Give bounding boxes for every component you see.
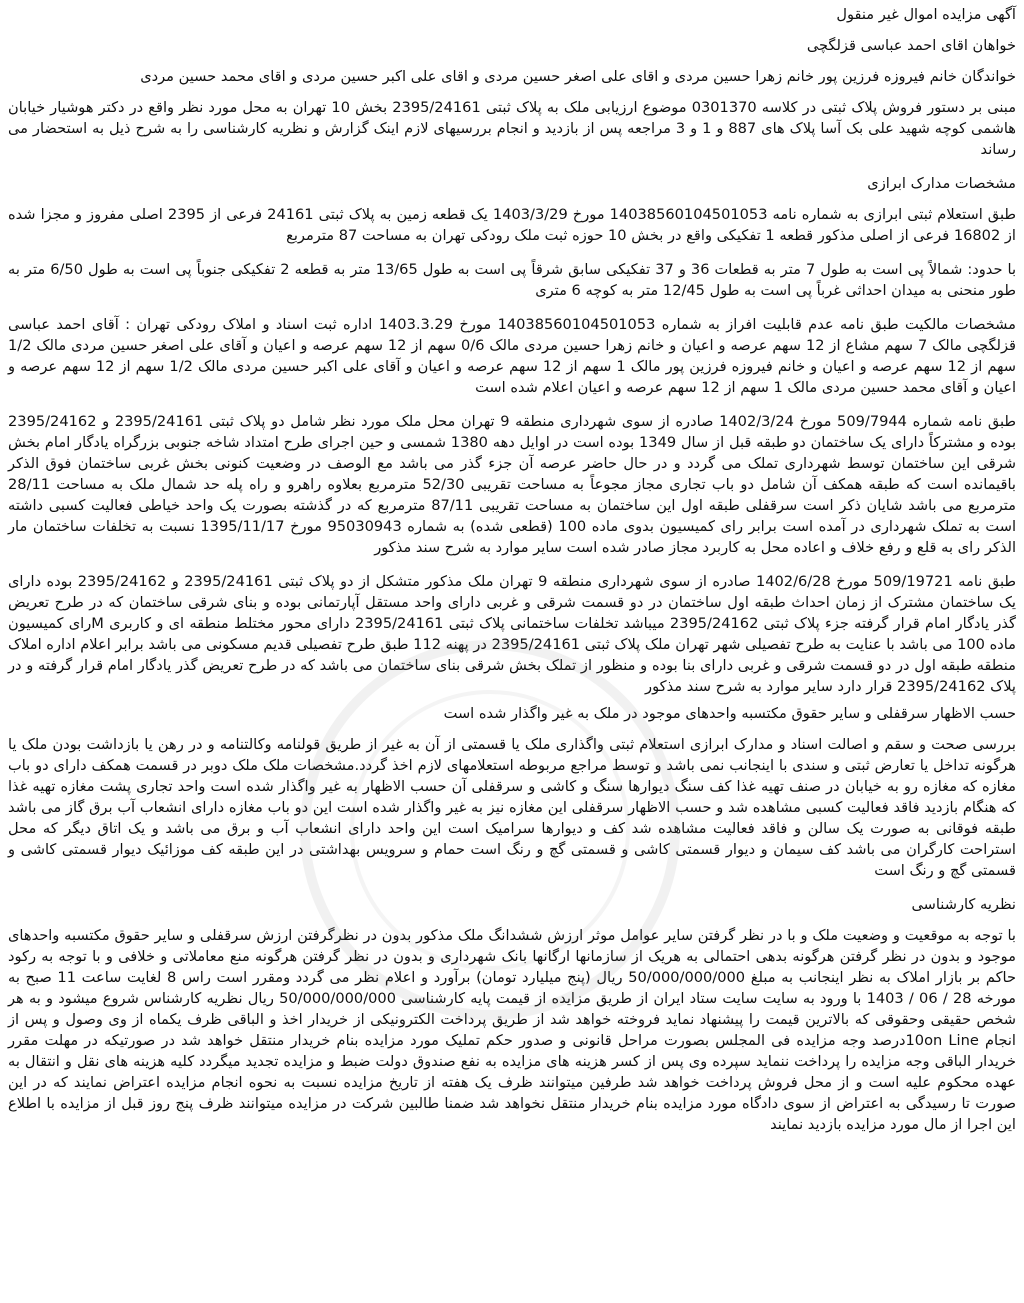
notice-title: آگهی مزایده اموال غیر منقول <box>836 6 1016 23</box>
plaintiff-line: خواهان اقای احمد عباسی قزلگچی <box>806 37 1016 54</box>
municipality-letter-1-paragraph: طبق نامه شماره 509/7944 مورخ 1402/3/24 صادره از سوی شهرداری منطقه 9 تهران محل ملک مورد نظر شامل دو پلاک ثبتی 2395/24161 و 2395/24162 بوده و مشترکاً دارای یک ساختمان دو طبقه قبل از سال 1349 بوده است در اوایل دهه 1380 شمسی و حین اجرای طرح امتداد شاخه جنوبی بزرگراه یادگار امام بخش شرقی این ساختمان توسط شهرداری تملک می گردد و در حال حاضر عرصه آن جزء گذر می باشد مع الوصف در وضعیت کنونی بخش غربی ساختمان فوق الذکر باقیمانده است که طبقه همکف آن شامل دو باب تجاری مجاز مجوعاً به مساحت تقریبی 52/30 مترمربع بعلاوه راهرو و راه پله حد شمال ملک به مساحت 28/11 مترمربع می باشد شایان ذکر است سرقفلی طبقه اول این ساختمان به مساحت تقریبی 87/11 مترمربع که در گذشته بصورت یک واحد خیاطی فعالیت کسبی داشته است به تملک شهرداری در آمده است برابر رای کمیسیون بدوی ماده 100 (قطعی شده) به شماره 95030943 مورخ 1395/11/17 نسبت به تخلفات ساختمان مار الذکر رای به قلع و رفع خلاف و اعاده محل به کاربرد مجاز صادر شده است سایر موارد به شرح سند مذکور <box>8 413 1017 556</box>
expert-opinion-heading: نظریه کارشناسی <box>911 896 1016 913</box>
ownership-paragraph: مشخصات مالکیت طبق نامه عدم قابلیت افراز به شماره 14038560104501053 مورخ 1403.3.29 اداره ثبت اسناد و املاک رودکی تهران : آقای احمد عباسی قزلگچی مالک 7 سهم مشاع از 12 سهم عرصه و اعیان و خانم زهرا حسین مردی مالک 0/6 سهم از 12 سهم عرصه و اعیان و آقای علی اصغر حسین مردی مالک 1/2 سهم از 12 سهم عرصه و اعیان و خانم فیروزه فرزین پور مالک 1 سهم از 12 سهم عرصه و اعیان و آقای علی اکبر حسین مردی مالک 1/2 سهم از 12 سهم عرصه و اعیان و آقای محمد حسین مردی مالک 1 سهم از 12 سهم عرصه و اعیان اعلام شده است <box>8 316 1016 396</box>
registration-heading: مشخصات مدارک ابرازی <box>867 175 1016 192</box>
boundaries-paragraph: با حدود: شمالاً پی است به طول 7 متر به قطعات 36 و 37 تفکیکی سابق شرقاً پی است به طول 13/65 متر به قطعه 2 تفکیکی جنوباً پی است به طول 6/50 متر به طور منحنی به میدان احداثی غرباً پی است به طول 12/45 متر به کوچه 6 متری <box>8 261 1017 299</box>
registry-inquiry-paragraph: طبق استعلام ثبتی ابرازی به شماره نامه 14038560104501053 مورخ 1403/3/29 یک قطعه زمین به پلاک ثبتی 24161 فرعی از 2395 اصلی مفروز و مجزا شده از 16802 فرعی از اصلی مذکور قطعه 1 تفکیکی واقع در بخش 10 حوزه ثبت ملک رودکی تهران به مساحت 87 مترمربع <box>8 206 1016 244</box>
intro-paragraph: مبنی بر دستور فروش پلاک ثبتی در کلاسه 0301370 موضوع ارزیابی ملک به پلاک ثبتی 2395/24161 بخش 10 تهران به محل مورد نظر واقع در دکتر هوشیار خیابان هاشمی کوچه شهید علی بک آسا پلاک های 887 و 1 و 3 مراجعه پس از بازدید و انجام بررسیهای لازم اینک گزارش و نظریه کارشناسی را به شرح ذیل به استحضار می رساند <box>8 99 1017 158</box>
municipality-letter-2-paragraph: طبق نامه 509/19721 مورخ 1402/6/28 صادره از سوی شهرداری منطقه 9 تهران ملک مذکور متشکل از دو پلاک ثبتی 2395/24161 و 2395/24162 بوده دارای یک ساختمان مشترک از زمان احداث طبقه اول ساختمان در دو قسمت شرقی و غربی دارای واحد مستقل آپارتمانی بوده و بنای شرقی ساختمان که در طرح تعریض گذر یادگار امام قرار گرفته جزء پلاک ثبتی 2395/24162 میباشد تخلفات ساختمانی پلاک ثبتی 2395/24161 دارای محور مختلط منطقه ای و کاربری Mرای کمیسیون ماده 100 می باشد با عنایت به طرح تفصیلی شهر تهران ملک پلاک ثبتی 2395/24161 در پهنه 112 طبق طرح تفصیلی قدیم مسکونی می باشد برابر اعلام اداره املاک منطقه طبقه اول در دو قسمت شرقی و غربی دارای بنا بوده و منظور از تملک بخش شرقی بنای ساختمان می باشد که در طرح تعریض گذر یادگار امام قرار گرفته و در پلاک 2395/24162 قرار دارد سایر موارد به شرح سند مذکور <box>8 573 1017 695</box>
defendants-line: خواندگان خانم فیروزه فرزین پور خانم زهرا حسین مردی و اقای علی اصغر حسین مردی و اقای علی اکبر حسین مردی و اقای محمد حسین مردی <box>140 68 1016 85</box>
goodwill-line: حسب الاظهار سرقفلی و سایر حقوق مکتسبه واحدهای موجود در ملک به غیر واگذار شده است <box>443 705 1016 722</box>
expert-opinion-paragraph: با توجه به موقعیت و وضعیت ملک و با در نظر گرفتن سایر عوامل موثر ارزش ششدانگ ملک مذکور بدون در نظرگرفتن ارزش سرقفلی و سایر حقوق مکتسبه واحدهای موجود و بدون در نظر گرفتن هرگونه بدهی احتمالی به هریک از سازمانها ارگانها بانک شهرداری و بدون در نظر گرفتن هرگونه منع معاملاتی و خلافی و با توجه به رکود حاکم بر بازار املاک به نظر اینجانب به مبلغ 50/000/000/000 ریال (پنج میلیارد تومان) برآورد و اعلام نظر می گردد ومقرر است راس 8 لغایت ساعت 11 صبح به مورخه 28 / 06 / 1403 با ورود به سایت سایت ستاد ایران از طریق مزایده از قیمت پایه کارشناسی 50/000/000/000 ریال نظریه کارشناس شروع میشود و به هر شخص حقیقی وحقوقی که بالاترین قیمت را پیشنهاد نماید فروخته خواهد شد از طریق پرداخت الکترونیکی از خریدار اخذ و الباقی ظرف یکماه از وی وصول و پس از انجام 10on Lineدرصد وجه مزایده فی المجلس بصورت مراحل قانونی و صدور حکم تملیک مورد مزایده بنام خریدار منتقل خواهد شد در صورتیکه در مهلت مقرر خریدار الباقی وجه مزایده را پرداخت ننماید سپرده وی پس از کسر هزینه های مزایده به نفع صندوق دولت ضبط و مزایده تجدید میگردد کلیه هزینه های نقل و انتقال به عهده محکوم علیه است و از محل فروش پرداخت خواهد شد طرفین میتوانند ظرف یک هفته از تاریخ مزایده نسبت به نحوه انجام مزایده اعتراض نمایند که در این صورت تا رسیدگی به اعتراض از سوی دادگاه مورد مزایده بنام خریدار منتقل نخواهد شد ضمنا طالبین شرکت در مزایده میتوانند ظرف پنج روز قبل از مزایده با اطلاع این اجرا از مال مورد مزایده بازدید نمایند <box>8 927 1016 1133</box>
inspection-paragraph: بررسی صحت و سقم و اصالت اسناد و مدارک ابرازی استعلام ثبتی واگذاری ملک یا قسمتی از آن به غیر از طریق قولنامه وکالتنامه و در رهن یا بازداشت بودن ملک یا هرگونه تداخل یا تعارض ثبتی و سندی با اینجانب نمی باشد و توسط مراجع مربوطه استعلامهای لازم اخذ گردد.مشخصات ملک ملک دوبر در قسمت همکف دارای دو باب مغازه که مغازه رو به خیابان در صنف تهیه غذا کف سنگ دیوارها سنگ و کاشی و سرقفلی آن حسب الاظهار به غیر واگذار شده است واحد تجاری پشت مغازه تهیه غذا که هنگام بازدید فاقد فعالیت کسبی مشاهده شد و حسب الاظهار سرقفلی این مغازه نیز به غیر واگذار شده است این دو باب مغازه دارای انشعاب آب برق گاز می باشد طبقه فوقانی به صورت یک سالن و فاقد فعالیت مشاهده شد کف و دیوارها سرامیک است این واحد دارای انشعاب آب و برق می باشد و یک اتاق دیگر که محل استراحت کارگران می باشد کف سیمان و دیوار قسمتی کاشی و قسمتی گچ و رنگ است حمام و سرویس بهداشتی در این طبقه کف موزائیک دیوار قسمتی کاشی و قسمتی گچ و رنگ است <box>8 736 1016 879</box>
